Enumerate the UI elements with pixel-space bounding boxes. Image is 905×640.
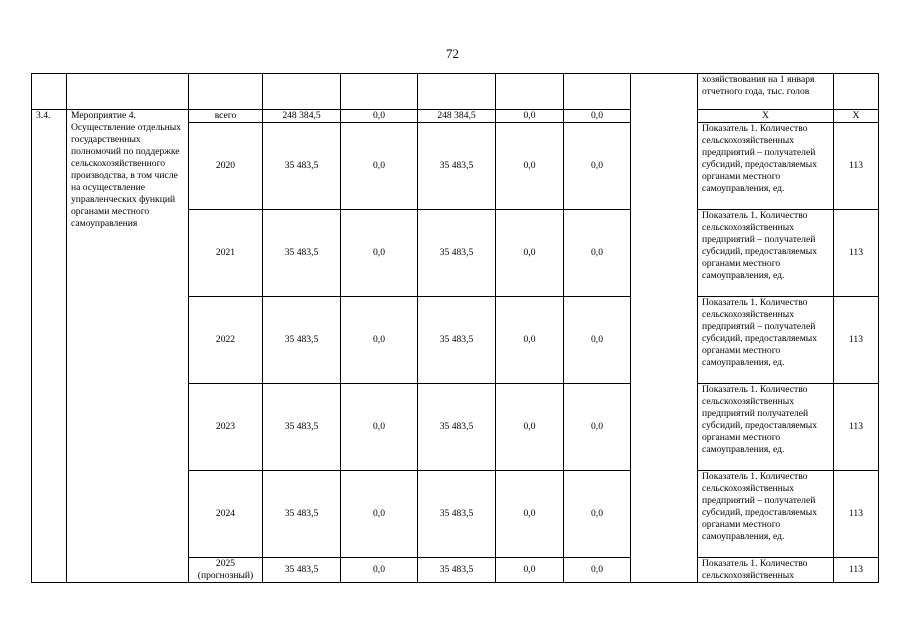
page-number: 72 — [446, 46, 459, 61]
indicator-cell: Показатель 1. Количество сельскохозяйственных предприятий – получателей субсидий, предоставляемых органами местного самоуправления, ед. — [698, 297, 834, 384]
year-cell: 2023 — [189, 384, 263, 471]
value-cell: 35 483,5 — [418, 123, 496, 210]
cell-empty — [32, 74, 67, 110]
value-cell: 0,0 — [341, 384, 418, 471]
value-cell: 0,0 — [496, 123, 564, 210]
cell-empty — [834, 74, 879, 110]
value-cell: 0,0 — [341, 471, 418, 558]
value-cell: 35 483,5 — [263, 210, 341, 297]
value-cell: 0,0 — [564, 210, 631, 297]
indicator-cell: Показатель 1. Количество сельскохозяйственных — [698, 558, 834, 583]
value-cell: 35 483,5 — [418, 558, 496, 583]
indicator-cell: хозяйствования на 1 января отчетного года, тыс. голов — [698, 74, 834, 110]
measure-name: Мероприятие 4. Осуществление отдельных государственных полномочий по поддержке сельскохозяйственного производства, в том числе на осуществление управленческих функций органами местного самоуправления — [67, 110, 189, 583]
value-cell: 0,0 — [341, 123, 418, 210]
value-cell: 248 384,5 — [418, 110, 496, 123]
value-cell: 0,0 — [496, 384, 564, 471]
value-cell: 0,0 — [496, 471, 564, 558]
indicator-value-cell: 113 — [834, 297, 879, 384]
value-cell: 35 483,5 — [263, 384, 341, 471]
value-cell: 0,0 — [341, 297, 418, 384]
cell-empty — [189, 74, 263, 110]
value-cell: 0,0 — [564, 297, 631, 384]
value-cell: 0,0 — [564, 558, 631, 583]
indicator-cell: Показатель 1. Количество сельскохозяйственных предприятий – получателей субсидий, предоставляемых органами местного самоуправления, ед. — [698, 471, 834, 558]
cell-empty — [564, 74, 631, 110]
value-cell: 35 483,5 — [418, 297, 496, 384]
value-cell: 0,0 — [496, 110, 564, 123]
value-cell: 35 483,5 — [418, 471, 496, 558]
indicator-value-cell: X — [834, 110, 879, 123]
value-cell: 0,0 — [564, 110, 631, 123]
value-cell: 0,0 — [341, 110, 418, 123]
value-cell: 35 483,5 — [263, 558, 341, 583]
cell-empty — [341, 74, 418, 110]
cell-empty — [67, 74, 189, 110]
year-cell: 2021 — [189, 210, 263, 297]
indicator-value-cell: 113 — [834, 123, 879, 210]
year-cell: всего — [189, 110, 263, 123]
value-cell: 0,0 — [564, 384, 631, 471]
value-cell: 35 483,5 — [263, 123, 341, 210]
value-cell: 0,0 — [341, 558, 418, 583]
cell-empty — [418, 74, 496, 110]
indicator-value-cell: 113 — [834, 210, 879, 297]
continuation-row — [32, 74, 879, 110]
value-cell: 35 483,5 — [418, 210, 496, 297]
value-cell: 248 384,5 — [263, 110, 341, 123]
year-cell: 2024 — [189, 471, 263, 558]
cell-empty — [496, 74, 564, 110]
indicator-cell: Показатель 1. Количество сельскохозяйственных предприятий получателей субсидий, предоставляемых органами местного самоуправления, ед. — [698, 384, 834, 471]
cell-empty — [263, 74, 341, 110]
cell-empty-merged — [631, 74, 698, 583]
value-cell: 0,0 — [496, 558, 564, 583]
indicator-value-cell: 113 — [834, 558, 879, 583]
year-cell: 2025 (прогнозный) — [189, 558, 263, 583]
indicator-cell: Показатель 1. Количество сельскохозяйственных предприятий – получателей субсидий, предоставляемых органами местного самоуправления, ед. — [698, 123, 834, 210]
value-cell: 0,0 — [564, 471, 631, 558]
value-cell: 0,0 — [496, 297, 564, 384]
year-cell: 2022 — [189, 297, 263, 384]
value-cell: 35 483,5 — [418, 384, 496, 471]
program-table — [31, 73, 879, 583]
indicator-value-cell: 113 — [834, 471, 879, 558]
year-cell: 2020 — [189, 123, 263, 210]
value-cell: 0,0 — [341, 210, 418, 297]
indicator-value-cell: 113 — [834, 384, 879, 471]
indicator-cell: X — [698, 110, 834, 123]
total-row — [32, 110, 879, 123]
measure-number: 3.4. — [32, 110, 67, 583]
indicator-cell: Показатель 1. Количество сельскохозяйственных предприятий – получателей субсидий, предоставляемых органами местного самоуправления, ед. — [698, 210, 834, 297]
value-cell: 35 483,5 — [263, 297, 341, 384]
value-cell: 35 483,5 — [263, 471, 341, 558]
value-cell: 0,0 — [496, 210, 564, 297]
value-cell: 0,0 — [564, 123, 631, 210]
